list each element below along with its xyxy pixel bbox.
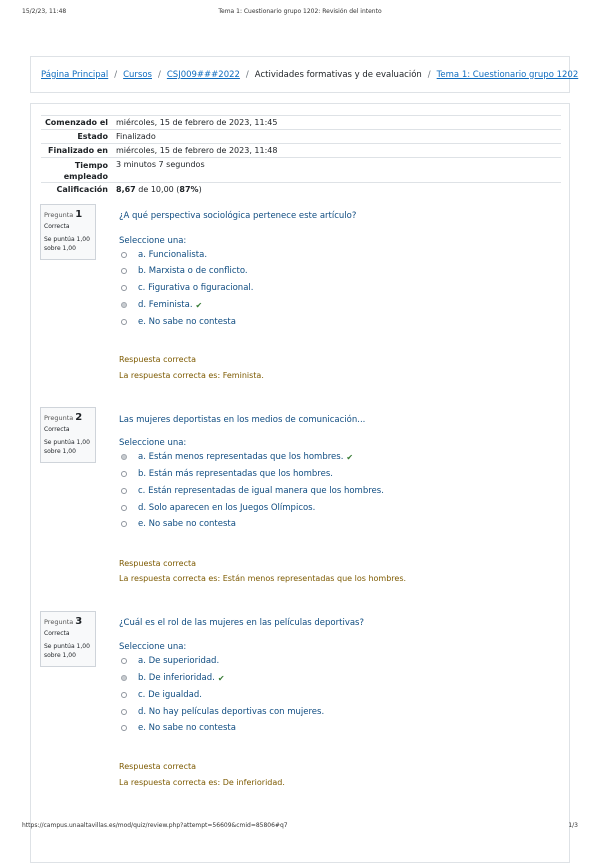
summary-value: Finalizado	[116, 132, 156, 141]
question-prompt: Seleccione una:	[119, 438, 187, 448]
grade-score: 8,67	[116, 185, 136, 194]
radio-button[interactable]	[121, 725, 127, 731]
feedback-answer: La respuesta correcta es: Están menos representadas que los hombres.	[119, 574, 407, 583]
breadcrumb-separator: /	[157, 69, 161, 80]
radio-button-checked[interactable]	[121, 454, 127, 460]
feedback-title: Respuesta correcta	[119, 355, 197, 364]
question-info-1	[40, 204, 96, 260]
answer-option[interactable]: d. Solo aparecen en los Juegos Olímpicos.	[121, 503, 315, 513]
print-page-number: 1/3	[568, 822, 578, 829]
breadcrumb	[30, 56, 579, 93]
breadcrumb-home[interactable]: Página Principal	[41, 69, 109, 80]
radio-button[interactable]	[121, 709, 127, 715]
print-url: https://campus.unaaltavillas.es/mod/quiz/review.php?attempt=56609&cmid=85806#q7	[22, 822, 288, 829]
question-info-3	[40, 611, 96, 667]
answer-option[interactable]: e. No sabe no contesta	[121, 317, 236, 327]
radio-button[interactable]	[121, 488, 127, 494]
question-grade: Se puntúa 1,00 sobre 1,00	[44, 236, 90, 252]
summary-row-state	[41, 129, 561, 143]
radio-button[interactable]	[121, 471, 127, 477]
question-state: Correcta	[44, 630, 70, 637]
question-state: Correcta	[44, 223, 70, 230]
breadcrumb-quiz[interactable]: Tema 1: Cuestionario grupo 1202	[436, 69, 579, 80]
answer-option[interactable]: e. No sabe no contesta	[121, 723, 236, 733]
summary-label	[41, 158, 116, 182]
summary-label: Calificación	[56, 185, 108, 194]
check-icon: ✔	[195, 300, 203, 310]
answer-option[interactable]: c. De igualdad.	[121, 690, 202, 700]
summary-value: miércoles, 15 de febrero de 2023, 11:45	[116, 118, 278, 127]
radio-button[interactable]	[121, 521, 127, 527]
print-header	[22, 8, 578, 20]
breadcrumb-courses[interactable]: Cursos	[123, 69, 152, 80]
print-title: Tema 1: Cuestionario grupo 1202: Revisión del intento	[218, 8, 382, 15]
summary-label-line: empleado	[63, 172, 108, 181]
question-text: ¿A qué perspectiva sociológica pertenece este artículo?	[119, 211, 357, 221]
print-footer	[22, 822, 578, 834]
summary-value: 3 minutos 7 segundos	[116, 160, 205, 169]
summary-value	[116, 183, 561, 197]
answer-option-selected[interactable]: a. Están menos representadas que los hombres. ✔	[121, 452, 353, 462]
question-grade: Se puntúa 1,00 sobre 1,00	[44, 439, 90, 455]
radio-button[interactable]	[121, 319, 127, 325]
question-text: ¿Cuál es el rol de las mujeres en las películas deportivas?	[119, 618, 365, 628]
breadcrumb-section: Actividades formativas y de evaluación	[254, 69, 422, 80]
answer-option[interactable]: a. De superioridad.	[121, 656, 219, 666]
breadcrumb-separator: /	[427, 69, 431, 80]
feedback-answer: La respuesta correcta es: De inferioridad.	[119, 778, 285, 787]
question-state: Correcta	[44, 426, 70, 433]
summary-label: Comenzado el	[44, 118, 108, 127]
answer-option-selected[interactable]: d. Feminista. ✔	[121, 300, 202, 310]
check-icon: ✔	[217, 673, 225, 683]
answer-option[interactable]: b. Marxista o de conflicto.	[121, 266, 248, 276]
question-info-2	[40, 407, 96, 463]
print-date: 15/2/23, 11:48	[22, 8, 67, 15]
summary-row-finished	[41, 143, 561, 157]
answer-option[interactable]: c. Figurativa o figuracional.	[121, 283, 253, 293]
radio-button[interactable]	[121, 268, 127, 274]
question-number: Pregunta 2	[44, 412, 83, 423]
feedback-title: Respuesta correcta	[119, 762, 197, 771]
summary-row-time	[41, 157, 561, 182]
breadcrumb-separator: /	[114, 69, 118, 80]
radio-button[interactable]	[121, 505, 127, 511]
radio-button[interactable]	[121, 285, 127, 291]
check-icon: ✔	[346, 452, 354, 462]
radio-button-checked[interactable]	[121, 675, 127, 681]
answer-option-selected[interactable]: b. De inferioridad. ✔	[121, 673, 225, 683]
summary-label: Finalizado en	[48, 146, 108, 155]
question-text: Las mujeres deportistas en los medios de comunicación...	[119, 415, 366, 425]
question-prompt: Seleccione una:	[119, 236, 187, 246]
grade-percent: 87%	[179, 185, 199, 194]
summary-label-line: Tiempo	[74, 161, 108, 170]
answer-option[interactable]: a. Funcionalista.	[121, 250, 207, 260]
grade-of: de 10,00 (	[138, 185, 180, 194]
attempt-summary-table	[41, 115, 561, 197]
answer-option[interactable]: e. No sabe no contesta	[121, 519, 236, 529]
question-grade: Se puntúa 1,00 sobre 1,00	[44, 643, 90, 659]
summary-row-grade	[41, 182, 561, 197]
radio-button[interactable]	[121, 252, 127, 258]
question-number: Pregunta 1	[44, 209, 83, 220]
summary-value: miércoles, 15 de febrero de 2023, 11:48	[116, 146, 278, 155]
question-number: Pregunta 3	[44, 616, 83, 627]
answer-option[interactable]: b. Están más representadas que los hombres.	[121, 469, 333, 479]
radio-button[interactable]	[121, 658, 127, 664]
answer-option[interactable]: d. No hay películas deportivas con mujeres.	[121, 707, 324, 717]
summary-row-started	[41, 115, 561, 129]
radio-button[interactable]	[121, 692, 127, 698]
summary-label: Estado	[77, 132, 108, 141]
breadcrumb-course[interactable]: CSJ009###2022	[166, 69, 240, 80]
question-prompt: Seleccione una:	[119, 642, 187, 652]
radio-button-checked[interactable]	[121, 302, 127, 308]
feedback-title: Respuesta correcta	[119, 559, 197, 568]
breadcrumb-separator: /	[245, 69, 249, 80]
answer-option[interactable]: c. Están representadas de igual manera que los hombres.	[121, 486, 384, 496]
grade-close: )	[198, 185, 202, 194]
feedback-answer: La respuesta correcta es: Feminista.	[119, 371, 264, 380]
